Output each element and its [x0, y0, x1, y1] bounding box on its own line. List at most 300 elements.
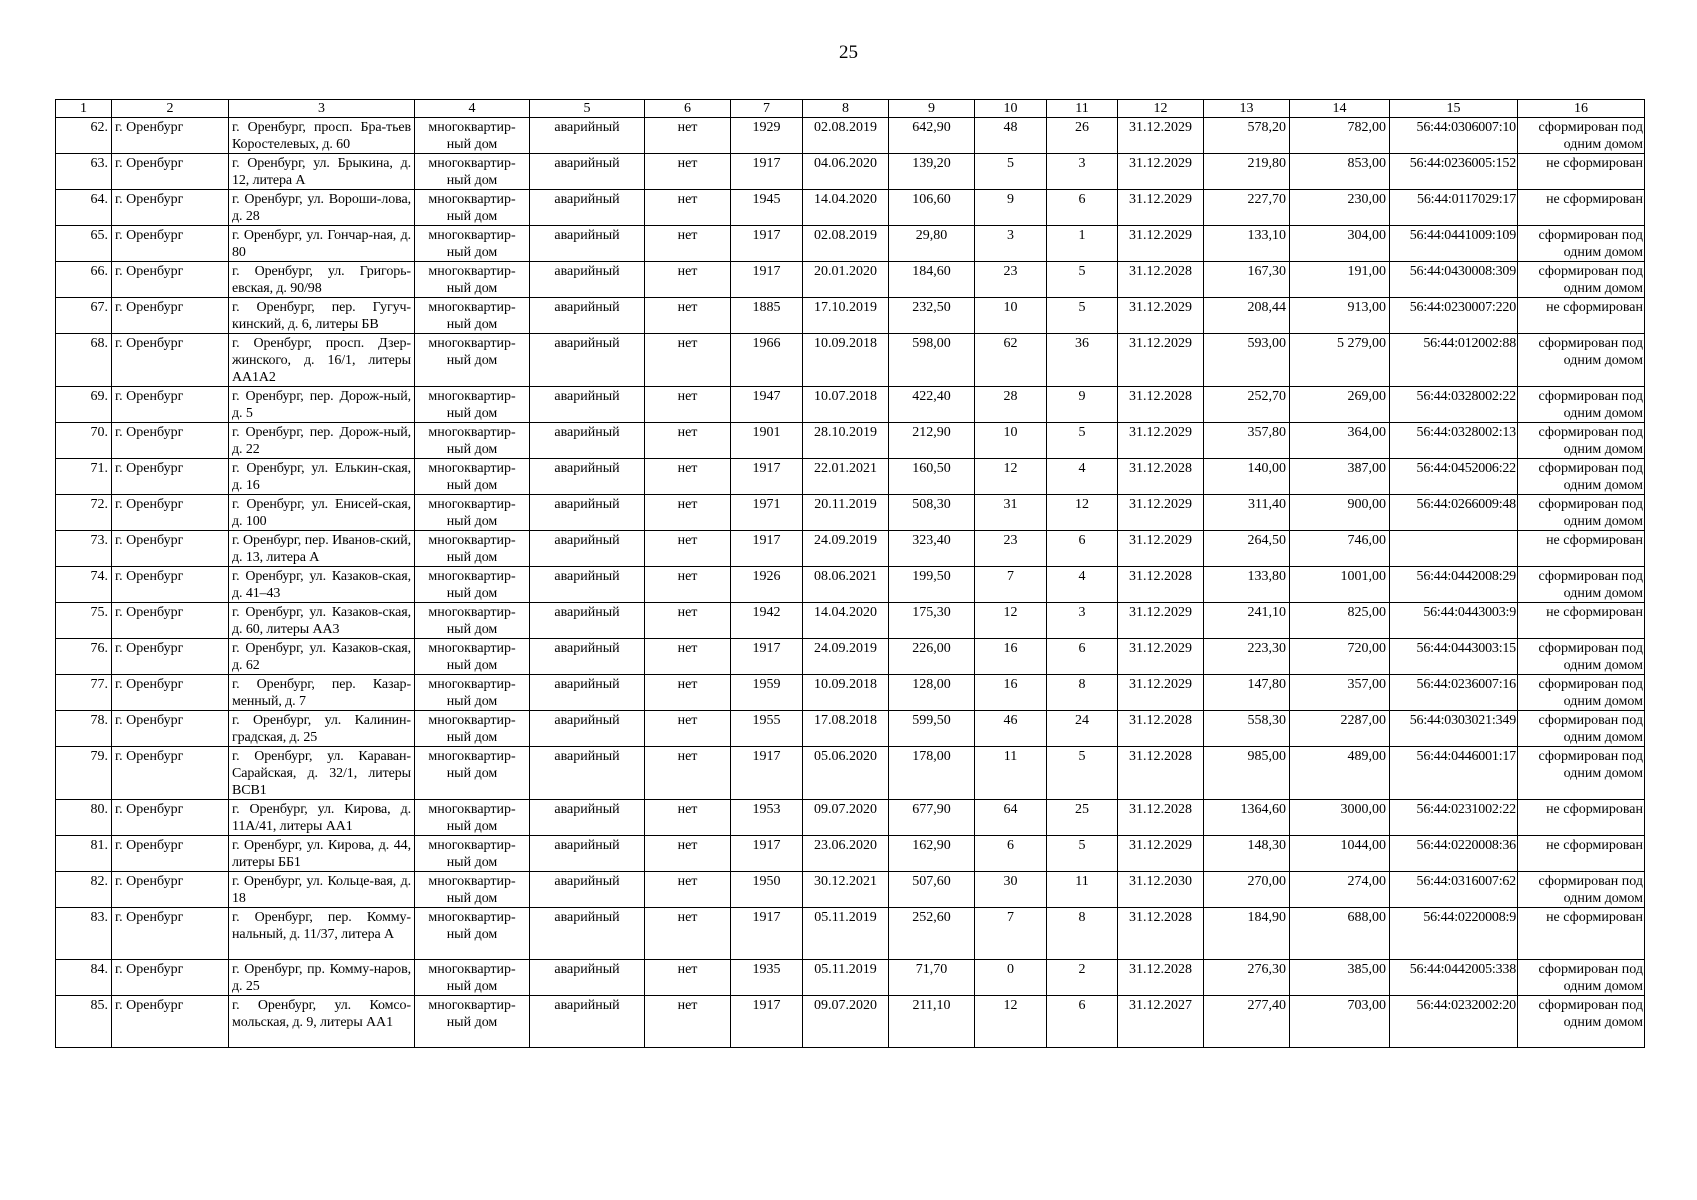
cell-cadastral-number: 56:44:0230007:220 — [1390, 298, 1518, 334]
cell-residents: 16 — [975, 675, 1047, 711]
cell-house-type: многоквартир-ный дом — [415, 639, 530, 675]
table-row — [56, 996, 1645, 1048]
cell-row-number: 62. — [56, 118, 112, 154]
cell-area: 160,50 — [889, 459, 975, 495]
cell-resettlement-deadline: 31.12.2028 — [1118, 711, 1204, 747]
cell-rooms: 3 — [1047, 603, 1118, 639]
cell-construction-year: 1885 — [731, 298, 803, 334]
cell-address: г. Оренбург, ул. Кирова, д. 11А/41, литеры АА1 — [229, 800, 415, 836]
cell-is-cultural-heritage: нет — [645, 567, 731, 603]
cell-residents: 10 — [975, 298, 1047, 334]
cell-residents: 30 — [975, 872, 1047, 908]
cell-land-area: 227,70 — [1204, 190, 1290, 226]
cell-construction-year: 1901 — [731, 423, 803, 459]
cell-cadastral-value: 900,00 — [1290, 495, 1390, 531]
cell-resettlement-deadline: 31.12.2029 — [1118, 118, 1204, 154]
cell-municipality: г. Оренбург — [112, 836, 229, 872]
cell-house-status: аварийный — [530, 996, 645, 1048]
cell-residents: 10 — [975, 423, 1047, 459]
cell-address: г. Оренбург, ул. Кирова, д. 44, литеры ББ1 — [229, 836, 415, 872]
cell-row-number: 79. — [56, 747, 112, 800]
cell-municipality: г. Оренбург — [112, 118, 229, 154]
cell-construction-year: 1945 — [731, 190, 803, 226]
cell-area: 212,90 — [889, 423, 975, 459]
cell-land-area: 147,80 — [1204, 675, 1290, 711]
cell-municipality: г. Оренбург — [112, 459, 229, 495]
cell-municipality: г. Оренбург — [112, 298, 229, 334]
table-row — [56, 190, 1645, 226]
cell-construction-year: 1966 — [731, 334, 803, 387]
cell-resettlement-deadline: 31.12.2029 — [1118, 495, 1204, 531]
cell-cadastral-number: 56:44:0441009:109 — [1390, 226, 1518, 262]
cell-land-status: не сформирован — [1518, 908, 1645, 960]
table-row — [56, 711, 1645, 747]
cell-cadastral-value: 3000,00 — [1290, 800, 1390, 836]
cell-house-type: многоквартир-ный дом — [415, 334, 530, 387]
cell-address: г. Оренбург, пер. Гугуч-кинский, д. 6, литеры БВ — [229, 298, 415, 334]
cell-land-area: 133,80 — [1204, 567, 1290, 603]
cell-cadastral-number: 56:44:0220008:9 — [1390, 908, 1518, 960]
cell-address: г. Оренбург, просп. Бра-тьев Коростелевых, д. 60 — [229, 118, 415, 154]
cell-resettlement-deadline: 31.12.2029 — [1118, 226, 1204, 262]
cell-house-status: аварийный — [530, 531, 645, 567]
column-header: 4 — [415, 100, 530, 118]
cell-house-type: многоквартир-ный дом — [415, 872, 530, 908]
cell-row-number: 74. — [56, 567, 112, 603]
cell-municipality: г. Оренбург — [112, 387, 229, 423]
cell-row-number: 72. — [56, 495, 112, 531]
table-header-row — [56, 100, 1645, 118]
cell-address: г. Оренбург, пер. Иванов-ский, д. 13, литера А — [229, 531, 415, 567]
column-header: 11 — [1047, 100, 1118, 118]
cell-row-number: 77. — [56, 675, 112, 711]
cell-rooms: 6 — [1047, 639, 1118, 675]
cell-cadastral-number — [1390, 531, 1518, 567]
column-header: 10 — [975, 100, 1047, 118]
cell-area: 323,40 — [889, 531, 975, 567]
cell-land-status: сформирован под одним домом — [1518, 226, 1645, 262]
cell-house-status: аварийный — [530, 639, 645, 675]
table-row — [56, 836, 1645, 872]
cell-house-status: аварийный — [530, 298, 645, 334]
table-row — [56, 908, 1645, 960]
cell-is-cultural-heritage: нет — [645, 872, 731, 908]
cell-house-type: многоквартир-ный дом — [415, 800, 530, 836]
cell-land-status: сформирован под одним домом — [1518, 872, 1645, 908]
cell-emergency-date: 10.09.2018 — [803, 675, 889, 711]
cell-land-area: 133,10 — [1204, 226, 1290, 262]
cell-rooms: 9 — [1047, 387, 1118, 423]
cell-area: 677,90 — [889, 800, 975, 836]
cell-cadastral-value: 387,00 — [1290, 459, 1390, 495]
cell-cadastral-value: 853,00 — [1290, 154, 1390, 190]
cell-area: 199,50 — [889, 567, 975, 603]
cell-area: 642,90 — [889, 118, 975, 154]
cell-is-cultural-heritage: нет — [645, 531, 731, 567]
cell-emergency-date: 30.12.2021 — [803, 872, 889, 908]
cell-residents: 31 — [975, 495, 1047, 531]
cell-resettlement-deadline: 31.12.2029 — [1118, 298, 1204, 334]
cell-address: г. Оренбург, пер. Казар-менный, д. 7 — [229, 675, 415, 711]
page-number: 25 — [839, 42, 858, 63]
cell-resettlement-deadline: 31.12.2029 — [1118, 603, 1204, 639]
cell-rooms: 5 — [1047, 298, 1118, 334]
cell-emergency-date: 23.06.2020 — [803, 836, 889, 872]
cell-municipality: г. Оренбург — [112, 800, 229, 836]
table-row — [56, 298, 1645, 334]
cell-rooms: 12 — [1047, 495, 1118, 531]
cell-construction-year: 1971 — [731, 495, 803, 531]
cell-construction-year: 1917 — [731, 836, 803, 872]
cell-house-type: многоквартир-ный дом — [415, 190, 530, 226]
cell-resettlement-deadline: 31.12.2028 — [1118, 387, 1204, 423]
cell-emergency-date: 05.11.2019 — [803, 908, 889, 960]
cell-land-status: сформирован под одним домом — [1518, 567, 1645, 603]
cell-residents: 48 — [975, 118, 1047, 154]
cell-row-number: 71. — [56, 459, 112, 495]
cell-house-status: аварийный — [530, 567, 645, 603]
cell-rooms: 2 — [1047, 960, 1118, 996]
cell-cadastral-number: 56:44:0266009:48 — [1390, 495, 1518, 531]
table-row — [56, 387, 1645, 423]
cell-cadastral-value: 5 279,00 — [1290, 334, 1390, 387]
cell-row-number: 83. — [56, 908, 112, 960]
cell-cadastral-value: 357,00 — [1290, 675, 1390, 711]
cell-emergency-date: 09.07.2020 — [803, 800, 889, 836]
cell-cadastral-value: 1044,00 — [1290, 836, 1390, 872]
cell-rooms: 5 — [1047, 836, 1118, 872]
cell-resettlement-deadline: 31.12.2028 — [1118, 459, 1204, 495]
cell-construction-year: 1917 — [731, 639, 803, 675]
cell-address: г. Оренбург, ул. Брыкина, д. 12, литера А — [229, 154, 415, 190]
cell-cadastral-number: 56:44:0443003:9 — [1390, 603, 1518, 639]
cell-emergency-date: 22.01.2021 — [803, 459, 889, 495]
cell-house-type: многоквартир-ный дом — [415, 996, 530, 1048]
cell-is-cultural-heritage: нет — [645, 190, 731, 226]
cell-house-status: аварийный — [530, 495, 645, 531]
cell-area: 508,30 — [889, 495, 975, 531]
table-row — [56, 603, 1645, 639]
cell-construction-year: 1917 — [731, 262, 803, 298]
cell-row-number: 69. — [56, 387, 112, 423]
cell-land-area: 578,20 — [1204, 118, 1290, 154]
column-header: 2 — [112, 100, 229, 118]
cell-is-cultural-heritage: нет — [645, 908, 731, 960]
cell-house-type: многоквартир-ный дом — [415, 118, 530, 154]
cell-is-cultural-heritage: нет — [645, 423, 731, 459]
cell-is-cultural-heritage: нет — [645, 154, 731, 190]
cell-cadastral-number: 56:44:0328002:22 — [1390, 387, 1518, 423]
cell-area: 226,00 — [889, 639, 975, 675]
cell-row-number: 64. — [56, 190, 112, 226]
cell-is-cultural-heritage: нет — [645, 747, 731, 800]
cell-house-status: аварийный — [530, 118, 645, 154]
cell-municipality: г. Оренбург — [112, 226, 229, 262]
cell-area: 211,10 — [889, 996, 975, 1048]
cell-cadastral-value: 782,00 — [1290, 118, 1390, 154]
cell-house-status: аварийный — [530, 836, 645, 872]
cell-municipality: г. Оренбург — [112, 675, 229, 711]
cell-cadastral-value: 364,00 — [1290, 423, 1390, 459]
cell-emergency-date: 17.08.2018 — [803, 711, 889, 747]
column-header: 13 — [1204, 100, 1290, 118]
cell-cadastral-number: 56:44:0452006:22 — [1390, 459, 1518, 495]
cell-land-area: 208,44 — [1204, 298, 1290, 334]
cell-house-status: аварийный — [530, 872, 645, 908]
cell-land-area: 357,80 — [1204, 423, 1290, 459]
cell-cadastral-value: 489,00 — [1290, 747, 1390, 800]
column-header: 3 — [229, 100, 415, 118]
cell-house-type: многоквартир-ный дом — [415, 387, 530, 423]
cell-residents: 12 — [975, 996, 1047, 1048]
cell-house-type: многоквартир-ный дом — [415, 226, 530, 262]
cell-municipality: г. Оренбург — [112, 872, 229, 908]
cell-row-number: 75. — [56, 603, 112, 639]
cell-residents: 28 — [975, 387, 1047, 423]
cell-residents: 7 — [975, 567, 1047, 603]
table-row — [56, 423, 1645, 459]
cell-land-status: сформирован под одним домом — [1518, 639, 1645, 675]
cell-emergency-date: 20.01.2020 — [803, 262, 889, 298]
cell-address: г. Оренбург, просп. Дзер-жинского, д. 16/1, литеры АА1А2 — [229, 334, 415, 387]
cell-municipality: г. Оренбург — [112, 960, 229, 996]
column-header: 12 — [1118, 100, 1204, 118]
cell-land-area: 167,30 — [1204, 262, 1290, 298]
cell-land-status: не сформирован — [1518, 531, 1645, 567]
cell-resettlement-deadline: 31.12.2029 — [1118, 154, 1204, 190]
cell-land-status: сформирован под одним домом — [1518, 747, 1645, 800]
cell-cadastral-number: 56:44:0430008:309 — [1390, 262, 1518, 298]
cell-construction-year: 1917 — [731, 154, 803, 190]
cell-municipality: г. Оренбург — [112, 996, 229, 1048]
table-row — [56, 567, 1645, 603]
cell-cadastral-number: 56:44:012002:88 — [1390, 334, 1518, 387]
cell-address: г. Оренбург, пер. Дорож-ный, д. 5 — [229, 387, 415, 423]
cell-resettlement-deadline: 31.12.2028 — [1118, 960, 1204, 996]
cell-house-status: аварийный — [530, 960, 645, 996]
cell-is-cultural-heritage: нет — [645, 495, 731, 531]
cell-is-cultural-heritage: нет — [645, 459, 731, 495]
cell-construction-year: 1917 — [731, 531, 803, 567]
cell-cadastral-value: 746,00 — [1290, 531, 1390, 567]
cell-is-cultural-heritage: нет — [645, 118, 731, 154]
cell-rooms: 6 — [1047, 531, 1118, 567]
cell-address: г. Оренбург, ул. Караван-Сарайская, д. 32/1, литеры ВСВ1 — [229, 747, 415, 800]
cell-house-status: аварийный — [530, 226, 645, 262]
cell-construction-year: 1942 — [731, 603, 803, 639]
cell-house-type: многоквартир-ный дом — [415, 423, 530, 459]
cell-emergency-date: 24.09.2019 — [803, 531, 889, 567]
cell-house-type: многоквартир-ный дом — [415, 262, 530, 298]
cell-area: 162,90 — [889, 836, 975, 872]
cell-emergency-date: 10.07.2018 — [803, 387, 889, 423]
cell-construction-year: 1917 — [731, 226, 803, 262]
cell-house-type: многоквартир-ный дом — [415, 836, 530, 872]
cell-area: 599,50 — [889, 711, 975, 747]
cell-area: 598,00 — [889, 334, 975, 387]
cell-land-status: сформирован под одним домом — [1518, 459, 1645, 495]
cell-row-number: 66. — [56, 262, 112, 298]
cell-resettlement-deadline: 31.12.2029 — [1118, 675, 1204, 711]
cell-municipality: г. Оренбург — [112, 190, 229, 226]
table-row — [56, 154, 1645, 190]
cell-house-status: аварийный — [530, 190, 645, 226]
table-row — [56, 639, 1645, 675]
cell-construction-year: 1953 — [731, 800, 803, 836]
cell-address: г. Оренбург, пер. Дорож-ный, д. 22 — [229, 423, 415, 459]
cell-cadastral-number: 56:44:0443003:15 — [1390, 639, 1518, 675]
cell-area: 184,60 — [889, 262, 975, 298]
cell-resettlement-deadline: 31.12.2028 — [1118, 567, 1204, 603]
cell-is-cultural-heritage: нет — [645, 387, 731, 423]
cell-house-status: аварийный — [530, 747, 645, 800]
cell-emergency-date: 05.06.2020 — [803, 747, 889, 800]
cell-land-status: не сформирован — [1518, 603, 1645, 639]
cell-house-status: аварийный — [530, 262, 645, 298]
cell-residents: 7 — [975, 908, 1047, 960]
cell-address: г. Оренбург, ул. Казаков-ская, д. 62 — [229, 639, 415, 675]
cell-cadastral-number: 56:44:0220008:36 — [1390, 836, 1518, 872]
cell-address: г. Оренбург, ул. Григорь-евская, д. 90/98 — [229, 262, 415, 298]
cell-municipality: г. Оренбург — [112, 154, 229, 190]
table-row — [56, 262, 1645, 298]
cell-land-area: 985,00 — [1204, 747, 1290, 800]
column-header: 8 — [803, 100, 889, 118]
cell-resettlement-deadline: 31.12.2029 — [1118, 334, 1204, 387]
cell-construction-year: 1917 — [731, 908, 803, 960]
cell-land-status: сформирован под одним домом — [1518, 960, 1645, 996]
cell-municipality: г. Оренбург — [112, 639, 229, 675]
cell-row-number: 85. — [56, 996, 112, 1048]
cell-residents: 64 — [975, 800, 1047, 836]
cell-land-area: 558,30 — [1204, 711, 1290, 747]
cell-residents: 46 — [975, 711, 1047, 747]
cell-cadastral-number: 56:44:0232002:20 — [1390, 996, 1518, 1048]
cell-house-type: многоквартир-ный дом — [415, 675, 530, 711]
cell-residents: 23 — [975, 531, 1047, 567]
cell-house-type: многоквартир-ный дом — [415, 603, 530, 639]
cell-residents: 6 — [975, 836, 1047, 872]
cell-address: г. Оренбург, ул. Гончар-ная, д. 80 — [229, 226, 415, 262]
cell-land-status: сформирован под одним домом — [1518, 423, 1645, 459]
table-row — [56, 531, 1645, 567]
cell-address: г. Оренбург, ул. Казаков-ская, д. 60, литеры АА3 — [229, 603, 415, 639]
cell-construction-year: 1929 — [731, 118, 803, 154]
cell-construction-year: 1959 — [731, 675, 803, 711]
cell-rooms: 6 — [1047, 190, 1118, 226]
cell-land-area: 311,40 — [1204, 495, 1290, 531]
cell-land-status: сформирован под одним домом — [1518, 262, 1645, 298]
cell-area: 71,70 — [889, 960, 975, 996]
table-row — [56, 747, 1645, 800]
cell-residents: 12 — [975, 459, 1047, 495]
table-row — [56, 118, 1645, 154]
cell-cadastral-value: 304,00 — [1290, 226, 1390, 262]
cell-row-number: 73. — [56, 531, 112, 567]
cell-cadastral-number: 56:44:0442008:29 — [1390, 567, 1518, 603]
cell-land-area: 252,70 — [1204, 387, 1290, 423]
cell-cadastral-number: 56:44:0231002:22 — [1390, 800, 1518, 836]
cell-residents: 11 — [975, 747, 1047, 800]
cell-is-cultural-heritage: нет — [645, 960, 731, 996]
cell-area: 232,50 — [889, 298, 975, 334]
cell-cadastral-value: 720,00 — [1290, 639, 1390, 675]
cell-resettlement-deadline: 31.12.2028 — [1118, 800, 1204, 836]
cell-row-number: 82. — [56, 872, 112, 908]
table-row — [56, 226, 1645, 262]
column-header: 9 — [889, 100, 975, 118]
cell-house-status: аварийный — [530, 908, 645, 960]
cell-cadastral-number: 56:44:0316007:62 — [1390, 872, 1518, 908]
cell-land-area: 277,40 — [1204, 996, 1290, 1048]
cell-land-area: 276,30 — [1204, 960, 1290, 996]
cell-land-status: сформирован под одним домом — [1518, 996, 1645, 1048]
cell-resettlement-deadline: 31.12.2028 — [1118, 747, 1204, 800]
cell-municipality: г. Оренбург — [112, 747, 229, 800]
cell-house-type: многоквартир-ный дом — [415, 531, 530, 567]
cell-cadastral-value: 825,00 — [1290, 603, 1390, 639]
cell-emergency-date: 08.06.2021 — [803, 567, 889, 603]
cell-land-status: сформирован под одним домом — [1518, 334, 1645, 387]
cell-is-cultural-heritage: нет — [645, 800, 731, 836]
cell-residents: 12 — [975, 603, 1047, 639]
cell-address: г. Оренбург, ул. Кольце-вая, д. 18 — [229, 872, 415, 908]
cell-land-area: 148,30 — [1204, 836, 1290, 872]
cell-rooms: 3 — [1047, 154, 1118, 190]
cell-land-status: не сформирован — [1518, 800, 1645, 836]
cell-cadastral-value: 703,00 — [1290, 996, 1390, 1048]
cell-house-type: многоквартир-ный дом — [415, 495, 530, 531]
cell-row-number: 70. — [56, 423, 112, 459]
cell-resettlement-deadline: 31.12.2029 — [1118, 531, 1204, 567]
cell-house-status: аварийный — [530, 459, 645, 495]
cell-residents: 9 — [975, 190, 1047, 226]
cell-rooms: 26 — [1047, 118, 1118, 154]
cell-rooms: 36 — [1047, 334, 1118, 387]
cell-cadastral-number: 56:44:0306007:10 — [1390, 118, 1518, 154]
cell-land-area: 140,00 — [1204, 459, 1290, 495]
cell-area: 29,80 — [889, 226, 975, 262]
cell-rooms: 6 — [1047, 996, 1118, 1048]
cell-land-area: 223,30 — [1204, 639, 1290, 675]
cell-address: г. Оренбург, пер. Комму-нальный, д. 11/37, литера А — [229, 908, 415, 960]
cell-residents: 5 — [975, 154, 1047, 190]
cell-municipality: г. Оренбург — [112, 603, 229, 639]
table-row — [56, 334, 1645, 387]
cell-cadastral-number: 56:44:0236005:152 — [1390, 154, 1518, 190]
cell-cadastral-value: 688,00 — [1290, 908, 1390, 960]
cell-is-cultural-heritage: нет — [645, 639, 731, 675]
cell-rooms: 4 — [1047, 567, 1118, 603]
table-row — [56, 800, 1645, 836]
cell-land-status: сформирован под одним домом — [1518, 387, 1645, 423]
cell-cadastral-number: 56:44:0236007:16 — [1390, 675, 1518, 711]
cell-municipality: г. Оренбург — [112, 908, 229, 960]
cell-rooms: 5 — [1047, 262, 1118, 298]
cell-house-type: многоквартир-ный дом — [415, 459, 530, 495]
cell-resettlement-deadline: 31.12.2027 — [1118, 996, 1204, 1048]
cell-emergency-date: 02.08.2019 — [803, 118, 889, 154]
cell-resettlement-deadline: 31.12.2028 — [1118, 262, 1204, 298]
cell-rooms: 8 — [1047, 908, 1118, 960]
cell-cadastral-value: 230,00 — [1290, 190, 1390, 226]
cell-address: г. Оренбург, ул. Казаков-ская, д. 41–43 — [229, 567, 415, 603]
table-row — [56, 872, 1645, 908]
cell-cadastral-number: 56:44:0442005:338 — [1390, 960, 1518, 996]
cell-row-number: 76. — [56, 639, 112, 675]
cell-land-status: сформирован под одним домом — [1518, 675, 1645, 711]
cell-rooms: 5 — [1047, 747, 1118, 800]
